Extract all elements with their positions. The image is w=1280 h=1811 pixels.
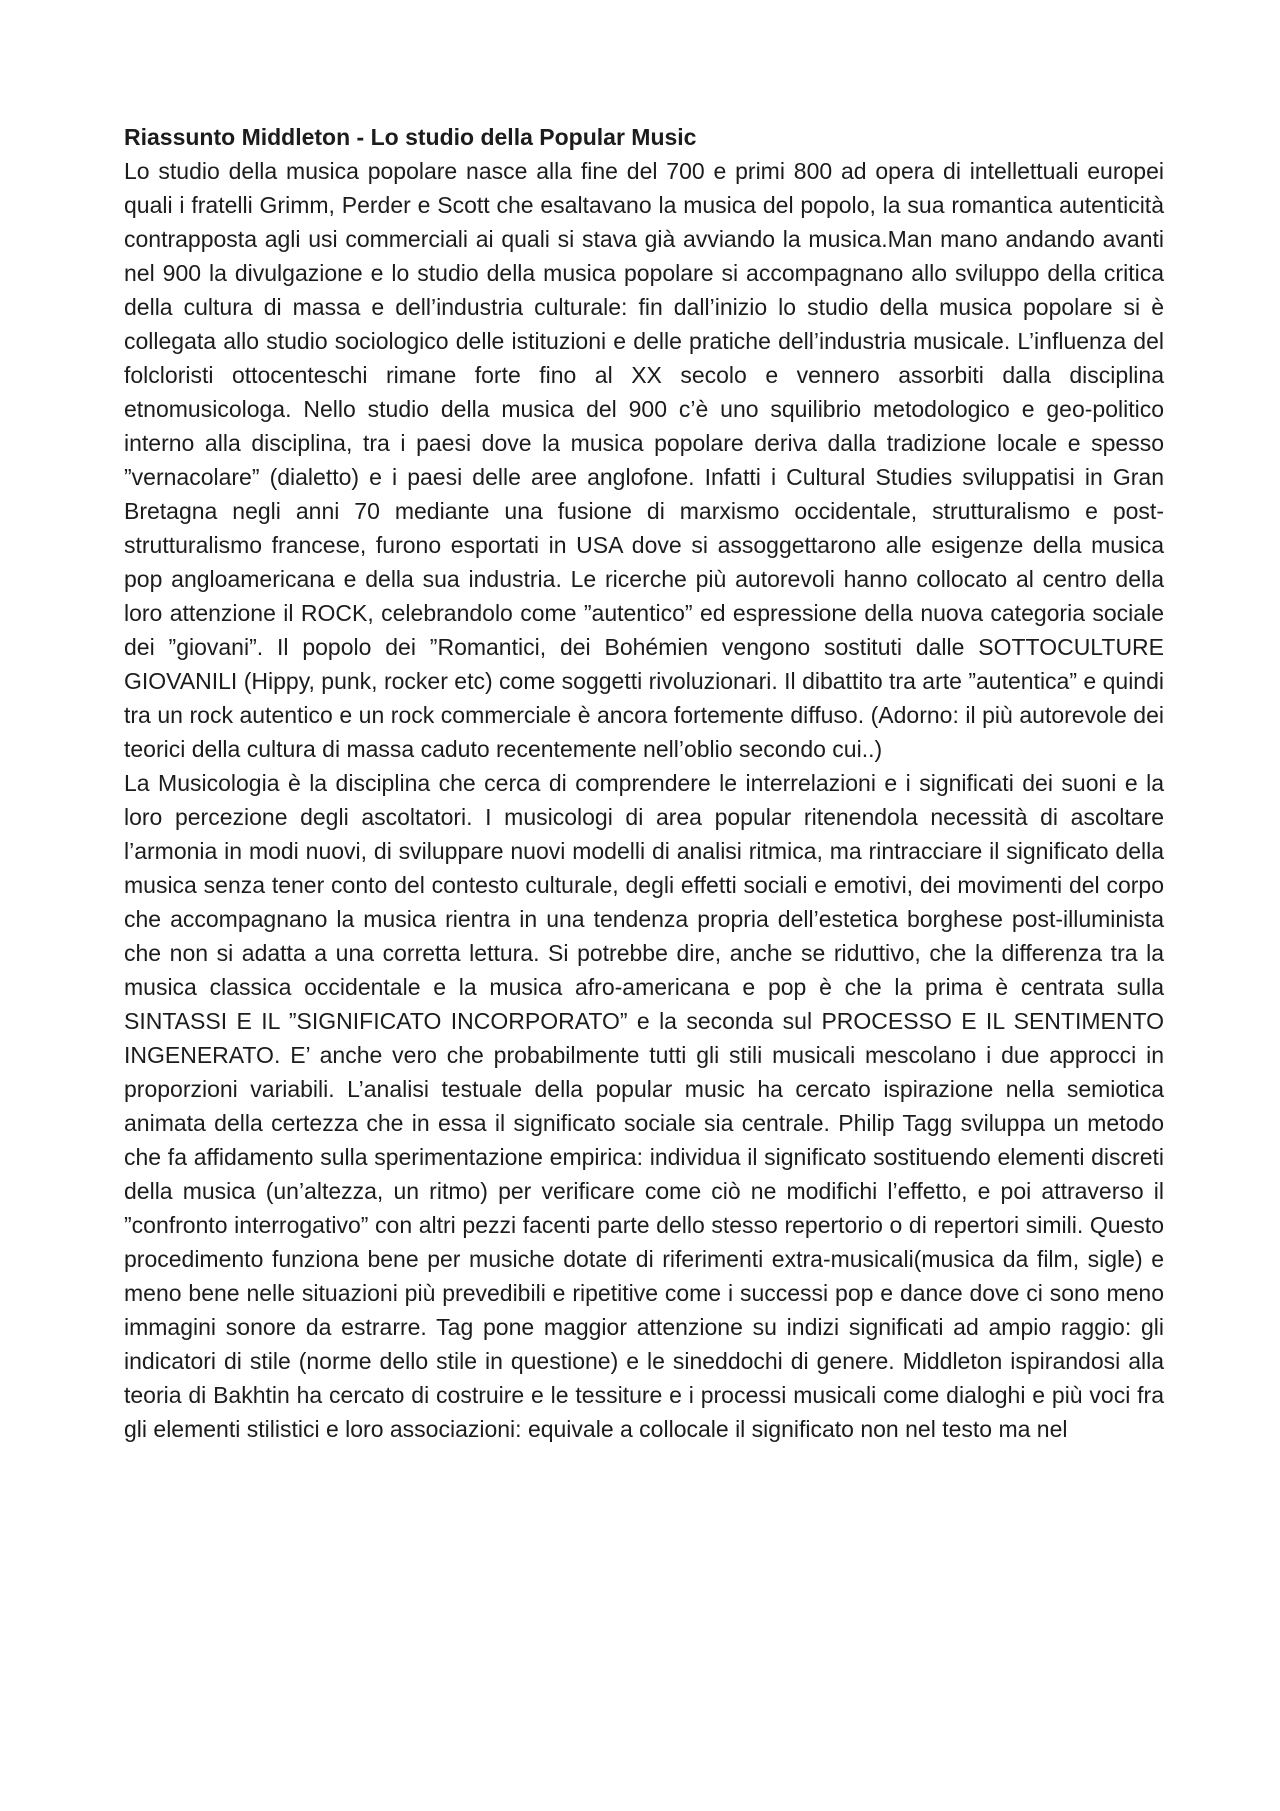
paragraph-musicology: La Musicologia è la disciplina che cerca di comprendere le interrelazioni e i significati dei suoni e la loro percezione degli ascoltatori. I musicologi di area popular ritenendola necessità di ascoltare l’armonia in modi nuovi, di sviluppare nuovi modelli di analisi ritmica, ma rintracciare il significato della musica senza tener conto del contesto culturale, degli effetti sociali e emotivi, dei movimenti del corpo che accompagnano la musica rientra in una tendenza propria dell’estetica borghese post-illuminista che non si adatta a una corretta lettura. Si potrebbe dire, anche se riduttivo, che la differenza tra la musica classica occidentale e la musica afro-americana e pop è che la prima è centrata sulla SINTASSI E IL ”SIGNIFICATO INCORPORATO” e la seconda sul PROCESSO E IL SENTIMENTO INGENERATO. E’ anche vero che probabilmente tutti gli stili musicali mescolano i due approcci in proporzioni variabili. L’analisi testuale della popular music ha cercato ispirazione nella semiotica animata della certezza che in essa il significato sociale sia centrale. Philip Tagg sviluppa un metodo che fa affidamento sulla sperimentazione empirica: individua il significato sostituendo elementi discreti della musica (un’altezza, un ritmo) per verificare come ciò ne modifichi l’effetto, e poi attraverso il ”confronto interrogativo” con altri pezzi facenti parte dello stesso repertorio o di repertori simili. Questo procedimento funziona bene per musiche dotate di riferimenti extra-musicali(musica da film, sigle) e meno bene nelle situazioni più prevedibili e ripetitive come i successi pop e dance dove ci sono meno immagini sonore da estrarre. Tag pone maggior attenzione su indizi significati ad ampio raggio: gli indicatori di stile (norme dello stile in questione) e le sineddochi di genere. Middleton ispirandosi alla teoria di Bakhtin ha cercato di costruire e le tessiture e i processi musicali come dialoghi e più voci fra gli elementi stilistici e loro associazioni: equivale a collocale il significato non nel testo ma nel	[124, 770, 1164, 1442]
paragraph-folk-music-history: Lo studio della musica popolare nasce alla fine del 700 e primi 800 ad opera di intellettuali europei quali i fratelli Grimm, Perder e Scott che esaltavano la musica del popolo, la sua romantica autenticità contrapposta agli usi commerciali ai quali si stava già avviando la musica.Man mano andando avanti nel 900 la divulgazione e lo studio della musica popolare si accompagnano allo sviluppo della critica della cultura di massa e dell’industria culturale: fin dall’inizio lo studio della musica popolare si è collegata allo studio sociologico delle istituzioni e delle pratiche dell’industria musicale. L’influenza del folcloristi ottocenteschi rimane forte fino al XX secolo e vennero assorbiti dalla disciplina etnomusicologa. Nello studio della musica del 900 c’è uno squilibrio metodologico e geo-politico interno alla disciplina, tra i paesi dove la musica popolare deriva dalla tradizione locale e spesso ”vernacolare” (dialetto) e i paesi delle aree anglofone. Infatti i Cultural Studies sviluppatisi in Gran Bretagna negli anni 70 mediante una fusione di marxismo occidentale, strutturalismo e post-strutturalismo francese, furono esportati in USA dove si assoggettarono alle esigenze della musica pop angloamericana e della sua industria. Le ricerche più autorevoli hanno collocato al centro della loro attenzione il ROCK, celebrandolo come ”autentico” ed espressione della nuova categoria sociale dei ”giovani”. Il popolo dei ”Romantici, dei Bohémien vengono sostituti dalle SOTTOCULTURE GIOVANILI (Hippy, punk, rocker etc) come soggetti rivoluzionari. Il dibattito tra arte ”autentica” e quindi tra un rock autentico e un rock commerciale è ancora fortemente diffuso. (Adorno: il più autorevole dei teorici della cultura di massa caduto recentemente nell’oblio secondo cui..)	[124, 158, 1164, 762]
document-page	[124, 120, 1164, 1446]
document-title: Riassunto Middleton - Lo studio della Popular Music	[124, 124, 697, 150]
